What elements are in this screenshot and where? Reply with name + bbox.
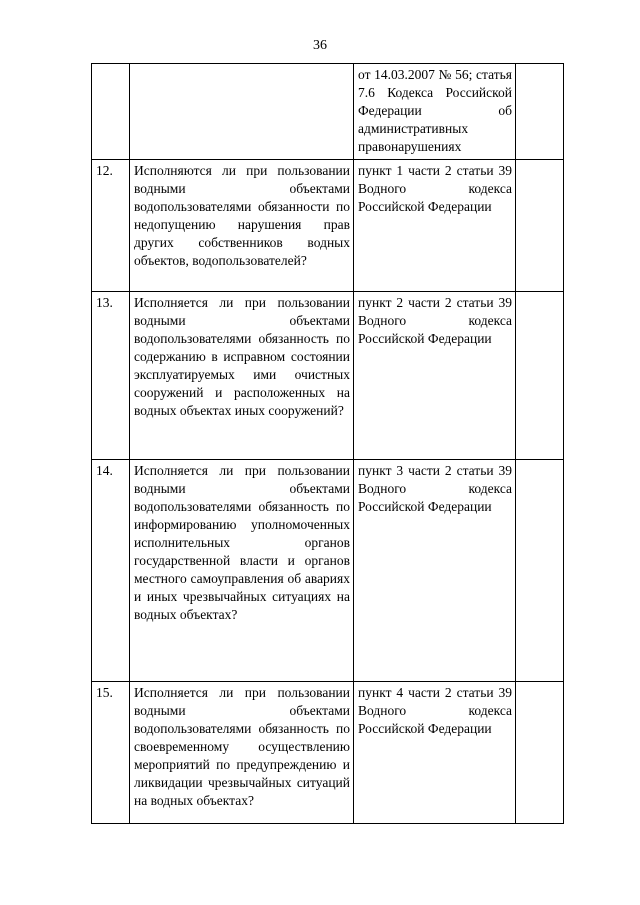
table-row [92, 292, 564, 460]
question-cell [130, 64, 354, 160]
legal-reference-cell: пункт 3 части 2 статьи 39 Водного кодекса Российской Федерации [354, 460, 516, 682]
checklist-table [91, 63, 564, 824]
question-cell: Исполняется ли при пользовании водными объектами водопользователями обязанность по своевременному осуществлению мероприятий по предупреждению и ликвидации чрезвычайных ситуаций на водных объектах? [130, 682, 354, 824]
question-cell: Исполняется ли при пользовании водными объектами водопользователями обязанность по содержанию в исправном состоянии эксплуатируемых ими очистных сооружений и расположенных на водных объектах иных сооружений? [130, 292, 354, 460]
table-row [92, 64, 564, 160]
table-row [92, 682, 564, 824]
table-row [92, 160, 564, 292]
row-number [92, 64, 130, 160]
legal-reference-cell: пункт 4 части 2 статьи 39 Водного кодекса Российской Федерации [354, 682, 516, 824]
page-number: 36 [313, 38, 327, 53]
legal-reference-cell: пункт 1 части 2 статьи 39 Водного кодекса Российской Федерации [354, 160, 516, 292]
question-cell: Исполняются ли при пользовании водными объектами водопользователями обязанности по недопущению нарушения прав других собственников водных объектов, водопользователей? [130, 160, 354, 292]
row-number: 12. [92, 160, 130, 292]
answer-cell [516, 460, 564, 682]
row-number: 15. [92, 682, 130, 824]
row-number: 14. [92, 460, 130, 682]
row-number: 13. [92, 292, 130, 460]
table-row [92, 460, 564, 682]
legal-reference-cell: от 14.03.2007 № 56; статья 7.6 Кодекса Российской Федерации об административных правонарушениях [354, 64, 516, 160]
legal-reference-cell: пункт 2 части 2 статьи 39 Водного кодекса Российской Федерации [354, 292, 516, 460]
answer-cell [516, 64, 564, 160]
answer-cell [516, 682, 564, 824]
answer-cell [516, 292, 564, 460]
question-cell: Исполняется ли при пользовании водными объектами водопользователями обязанность по информированию уполномоченных исполнительных органов государственной власти и органов местного самоуправления об авариях и иных чрезвычайных ситуациях на водных объектах? [130, 460, 354, 682]
answer-cell [516, 160, 564, 292]
